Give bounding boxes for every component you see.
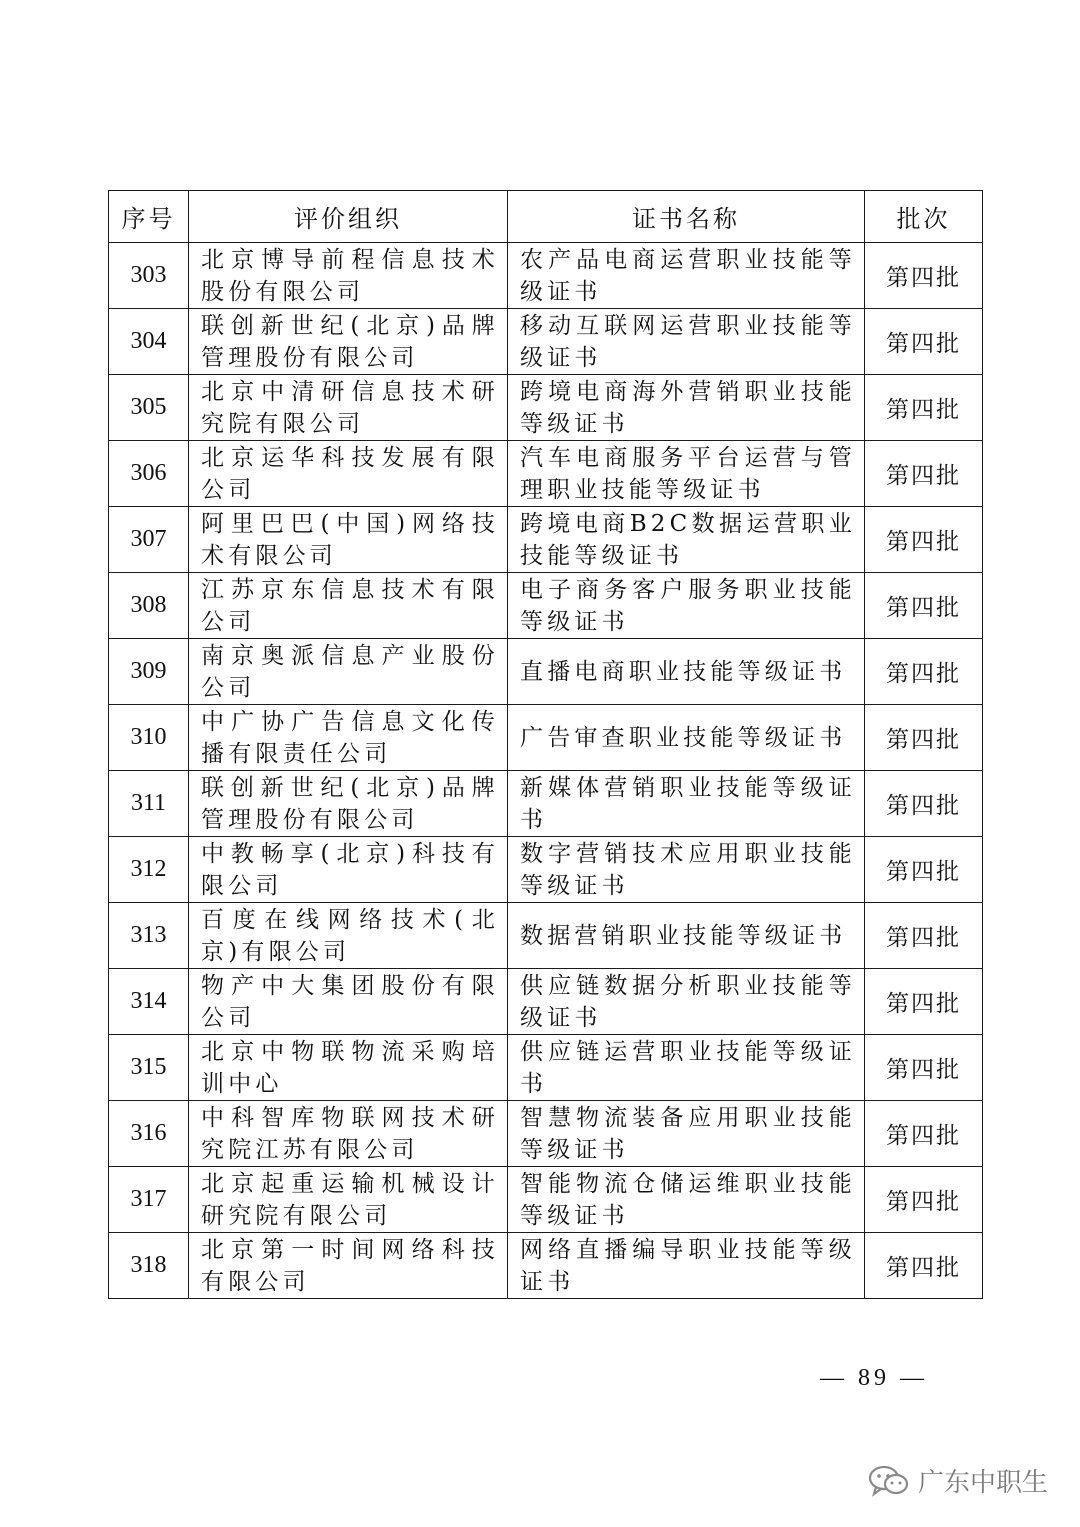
table-row [109,441,983,507]
row-org: 物产中大集团股份有限公司 [189,969,508,1035]
row-batch: 第四批 [865,1167,983,1233]
page-number: — 89 — [820,1365,928,1391]
row-org: 中广协广告信息文化传播有限责任公司 [189,705,508,771]
row-batch: 第四批 [865,903,983,969]
row-batch: 第四批 [865,837,983,903]
row-org: 联创新世纪(北京)品牌管理股份有限公司 [189,771,508,837]
row-cert: 数字营销技术应用职业技能等级证书 [508,837,865,903]
row-cert: 供应链运营职业技能等级证书 [508,1035,865,1101]
row-cert: 智慧物流装备应用职业技能等级证书 [508,1101,865,1167]
row-cert: 跨境电商海外营销职业技能等级证书 [508,375,865,441]
row-no: 317 [109,1167,189,1233]
row-batch: 第四批 [865,969,983,1035]
table-row [109,375,983,441]
row-no: 314 [109,969,189,1035]
row-batch: 第四批 [865,375,983,441]
row-cert: 数据营销职业技能等级证书 [508,903,865,969]
header-batch: 批次 [865,191,983,243]
row-org: 北京博导前程信息技术股份有限公司 [189,243,508,309]
row-batch: 第四批 [865,705,983,771]
row-no: 308 [109,573,189,639]
row-org: 百度在线网络技术(北京)有限公司 [189,903,508,969]
row-no: 311 [109,771,189,837]
table-header-row [109,191,983,243]
watermark [868,1462,1048,1499]
row-no: 306 [109,441,189,507]
row-no: 310 [109,705,189,771]
certificate-table [108,190,983,1299]
table-row [109,243,983,309]
row-org: 阿里巴巴(中国)网络技术有限公司 [189,507,508,573]
row-cert: 直播电商职业技能等级证书 [508,639,865,705]
row-batch: 第四批 [865,771,983,837]
row-batch: 第四批 [865,1233,983,1299]
header-no: 序号 [109,191,189,243]
row-cert: 汽车电商服务平台运营与管理职业技能等级证书 [508,441,865,507]
table-row [109,1233,983,1299]
table-row [109,1167,983,1233]
row-org: 北京起重运输机械设计研究院有限公司 [189,1167,508,1233]
table-row [109,639,983,705]
row-batch: 第四批 [865,507,983,573]
table-row [109,573,983,639]
table-row [109,903,983,969]
row-cert: 电子商务客户服务职业技能等级证书 [508,573,865,639]
table-row [109,705,983,771]
table-row [109,837,983,903]
row-no: 303 [109,243,189,309]
row-batch: 第四批 [865,441,983,507]
row-cert: 农产品电商运营职业技能等级证书 [508,243,865,309]
row-no: 316 [109,1101,189,1167]
row-batch: 第四批 [865,1101,983,1167]
wechat-icon [868,1464,910,1498]
header-cert: 证书名称 [508,191,865,243]
table-row [109,771,983,837]
row-cert: 广告审查职业技能等级证书 [508,705,865,771]
table-body [109,243,983,1299]
row-batch: 第四批 [865,573,983,639]
row-cert: 新媒体营销职业技能等级证书 [508,771,865,837]
row-batch: 第四批 [865,243,983,309]
table-row [109,1035,983,1101]
row-cert: 网络直播编导职业技能等级证书 [508,1233,865,1299]
row-org: 中科智库物联网技术研究院江苏有限公司 [189,1101,508,1167]
row-org: 北京运华科技发展有限公司 [189,441,508,507]
row-no: 312 [109,837,189,903]
row-org: 北京中清研信息技术研究院有限公司 [189,375,508,441]
row-no: 318 [109,1233,189,1299]
row-org: 南京奥派信息产业股份公司 [189,639,508,705]
row-org: 北京中物联物流采购培训中心 [189,1035,508,1101]
row-cert: 移动互联网运营职业技能等级证书 [508,309,865,375]
row-org: 联创新世纪(北京)品牌管理股份有限公司 [189,309,508,375]
row-cert: 跨境电商B2C数据运营职业技能等级证书 [508,507,865,573]
row-org: 中教畅享(北京)科技有限公司 [189,837,508,903]
row-batch: 第四批 [865,309,983,375]
table-row [109,309,983,375]
row-no: 304 [109,309,189,375]
row-batch: 第四批 [865,1035,983,1101]
row-no: 307 [109,507,189,573]
row-no: 313 [109,903,189,969]
row-org: 北京第一时间网络科技有限公司 [189,1233,508,1299]
row-cert: 智能物流仓储运维职业技能等级证书 [508,1167,865,1233]
header-org: 评价组织 [189,191,508,243]
row-no: 305 [109,375,189,441]
row-no: 309 [109,639,189,705]
watermark-text: 广东中职生 [917,1468,1048,1498]
table-row [109,1101,983,1167]
table-row [109,969,983,1035]
row-org: 江苏京东信息技术有限公司 [189,573,508,639]
table-row [109,507,983,573]
row-batch: 第四批 [865,639,983,705]
row-cert: 供应链数据分析职业技能等级证书 [508,969,865,1035]
row-no: 315 [109,1035,189,1101]
